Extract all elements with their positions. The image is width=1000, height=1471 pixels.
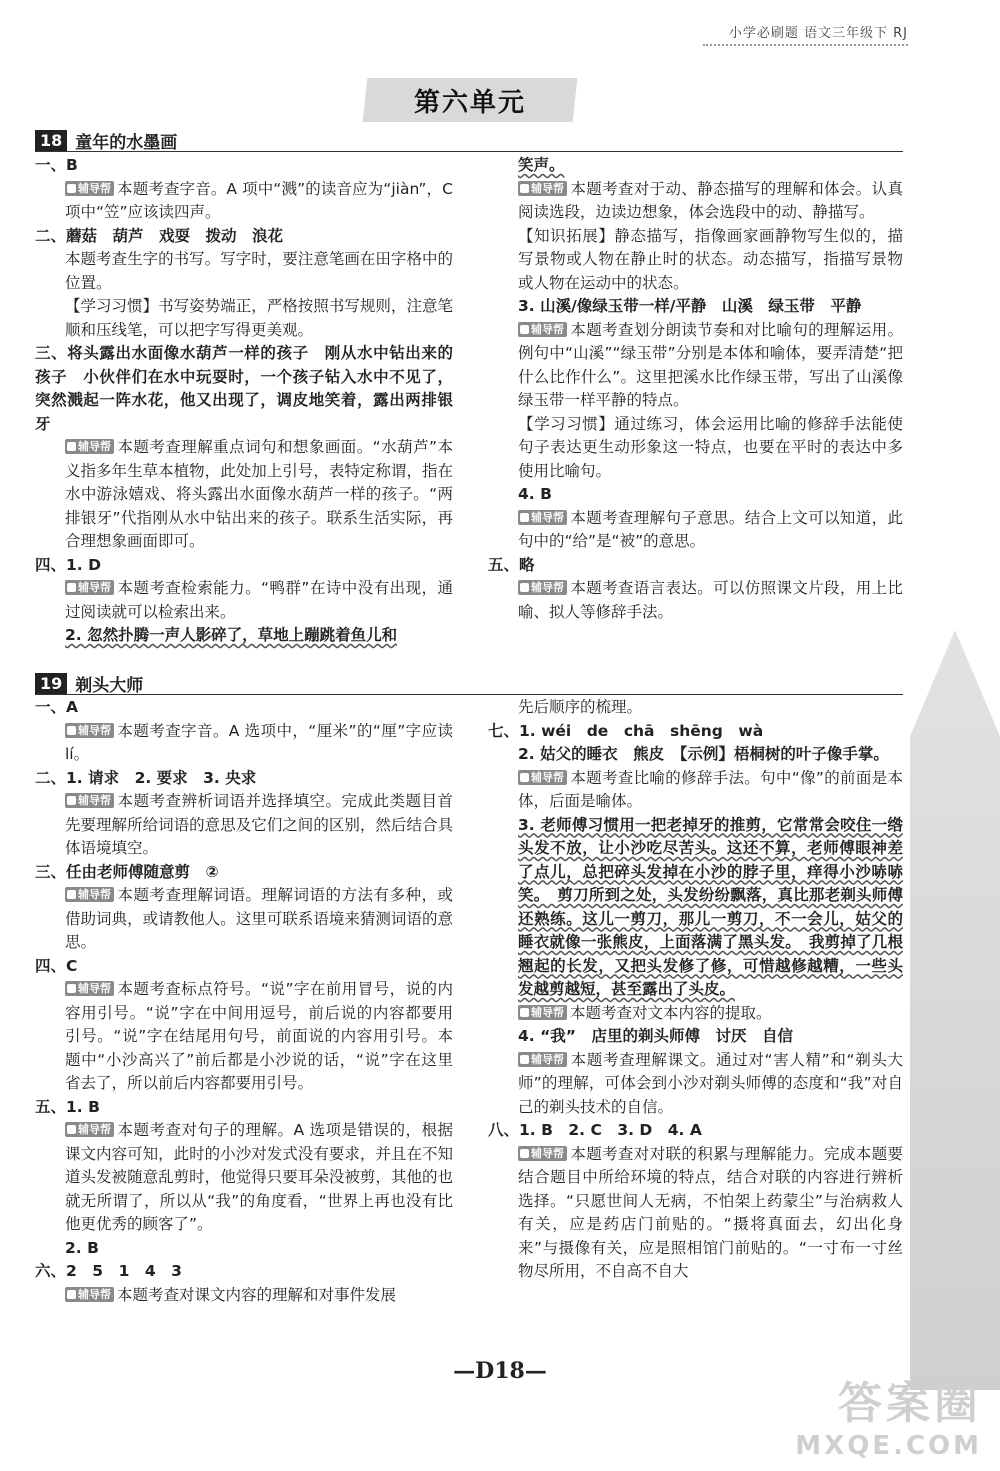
paragraph-text: 七、1. wéi de chā shēng wà — [488, 721, 764, 740]
explanation-paragraph — [488, 178, 903, 225]
book-icon — [67, 583, 76, 592]
paragraph-text: 二、蘑菇 葫芦 戏耍 拨动 浪花 — [35, 226, 284, 245]
tutor-tag-label: 辅导帮 — [78, 982, 111, 995]
answer-line — [35, 342, 453, 436]
section-title: 剃头大师 — [75, 675, 144, 696]
tutor-tag — [65, 981, 114, 996]
paragraph-text: 本题考查字音。A 选项中，“厘米”的“厘”字应读 lí。 — [65, 721, 453, 763]
paragraph-text: 本题考查生字的书写。写字时，要注意笔画在田字格中的位置。 — [65, 250, 453, 292]
answer-line — [35, 554, 453, 578]
book-icon — [67, 796, 76, 805]
explanation-paragraph — [488, 1049, 903, 1120]
paragraph-text: 2. B — [65, 1238, 99, 1257]
book-icon — [67, 1290, 76, 1299]
tutor-tag-label: 辅导帮 — [78, 794, 111, 807]
note-paragraph — [488, 696, 903, 720]
paragraph-text: 2. 忽然扑腾一声人影碎了，草地上蹦跳着鱼儿和 — [65, 626, 398, 644]
unit-title-banner — [363, 78, 578, 122]
answer-line — [35, 861, 453, 885]
paragraph-text: 五、1. B — [35, 1097, 100, 1116]
tutor-tag — [65, 1122, 114, 1137]
tutor-tag — [65, 439, 114, 454]
explanation-paragraph — [488, 319, 903, 413]
book-header: 小学必刷题 语文三年级下 RJ — [728, 26, 908, 41]
tutor-tag-label: 辅导帮 — [531, 770, 564, 784]
paragraph-text: 【知识拓展】静态描写，指像画家画静物写生似的，描写景物或人物在静止时的状态。动态描写，指描写景物或人物在运动中的状态。 — [518, 226, 903, 292]
book-icon — [520, 513, 529, 522]
answer-line — [35, 767, 453, 791]
section-18-header — [35, 127, 177, 153]
answer-line — [488, 1025, 903, 1049]
paragraph-text: 先后顺序的梳理。 — [518, 698, 643, 716]
tutor-tag — [518, 1005, 567, 1020]
section-number: 18 — [35, 130, 67, 151]
paragraph-text: 五、略 — [488, 555, 535, 574]
paragraph-text: 二、1. 请求 2. 要求 3. 央求 — [35, 768, 257, 787]
paragraph-text: 八、1. B 2. C 3. D 4. A — [488, 1121, 702, 1139]
paragraph-text: 本题考查字音。A 项中“溅”的读音应为“jiàn”，C 项中“笠”应该读四声。 — [65, 179, 453, 221]
paragraph-text: 2. 姑父的睡衣 熊皮 【示例】梧桐树的叶子像手掌。 — [518, 745, 889, 763]
tutor-tag — [65, 580, 114, 595]
section-divider — [35, 151, 903, 152]
note-paragraph — [488, 413, 903, 484]
book-icon — [520, 1008, 529, 1017]
tutor-tag — [518, 1146, 567, 1161]
paragraph-text: 本题考查理解词语。理解词语的方法有多种，或借助词典，或请教他人。这里可联系语境来猜测词语的意思。 — [65, 886, 453, 951]
answer-line — [35, 1096, 453, 1120]
answer-line — [35, 1237, 453, 1261]
tutor-tag — [518, 322, 567, 337]
paragraph-text: 三、任由老师傅随意剪 ② — [35, 862, 219, 881]
paragraph-text: 4. “我” 店里的剃头师傅 讨厌 自信 — [518, 1027, 793, 1045]
tutor-tag-label: 辅导帮 — [531, 1005, 564, 1019]
tutor-tag-label: 辅导帮 — [78, 1123, 111, 1136]
watermark — [795, 1367, 982, 1461]
book-icon — [520, 1149, 529, 1158]
paragraph-text: 三、将头露出水面像水葫芦一样的孩子 刚从水中钻出来的孩子 小伙伴们在水中玩耍时，一个孩子钻入水中不见了，突然溅起一阵水花，他又出现了，调皮地笑着，露出两排银牙 — [35, 344, 453, 433]
paragraph-text: 3. 山溪/像绿玉带一样/平静 山溪 绿玉带 平静 — [518, 297, 862, 315]
book-icon — [67, 726, 76, 735]
answer-line — [488, 743, 903, 767]
s19-right-column — [488, 696, 903, 1284]
paragraph-text: 四、C — [35, 956, 78, 975]
paragraph-text: 六、2 5 1 4 3 — [35, 1262, 182, 1280]
tutor-tag — [518, 1052, 567, 1067]
s18-left-column — [35, 154, 453, 648]
book-icon — [67, 890, 76, 899]
answer-line — [488, 1119, 903, 1143]
tutor-tag-label: 辅导帮 — [531, 581, 564, 594]
section-19-header — [35, 670, 143, 696]
book-icon — [520, 773, 529, 782]
answer-line — [488, 814, 903, 1002]
decorative-arrow-shape — [910, 630, 1000, 1390]
paragraph-text: 本题考查检索能力。“鸭群”在诗中没有出现，通过阅读就可以检索出来。 — [65, 579, 453, 621]
paragraph-text: 本题考查对句子的理解。A 选项是错误的，根据课文内容可知，此时的小沙对发式没有要求，并且在不知道头发被随意乱剪时，他觉得只要耳朵没被剪，其他的也就无所谓了，所以从“我”的角度看，“世界上再也没有比他更优秀的顾客了”。 — [65, 1121, 453, 1233]
note-paragraph — [35, 295, 453, 342]
explanation-paragraph — [488, 767, 903, 814]
answer-line — [35, 154, 453, 178]
paragraph-text: 本题考查理解课文。通过对“害人精”和“剃头大师”的理解，可体会到小沙对剃头师傅的态度和“我”对自己的剃头技术的自信。 — [518, 1050, 903, 1116]
book-icon — [67, 984, 76, 993]
tutor-tag-label: 辅导帮 — [78, 1287, 111, 1301]
answer-line — [488, 720, 903, 744]
tutor-tag — [518, 770, 567, 785]
answer-line — [488, 483, 903, 507]
explanation-paragraph — [35, 978, 453, 1096]
paragraph-text: 3. 老师傅习惯用一把老掉牙的推剪，它常常会咬住一绺头发不放，让小沙吃尽苦头。这还不算，老师傅眼神差了点儿，总把碎头发掉在小沙的脖子里，痒得小沙哧哧笑。 剪刀所到之处，头发纷纷飘落，真比那老剃头师傅还熟练。这儿一剪刀，那儿一剪刀，不一会儿，姑父的睡衣就像一张熊皮，上面落满了黑头发。 我剪掉了几根翘起的长发，又把头发修了修，可惜越修越糟，一些头发越剪越短，甚至露出了头皮。 — [518, 815, 903, 998]
paragraph-text: 笑声。 — [518, 156, 565, 174]
tutor-tag-label: 辅导帮 — [78, 440, 111, 453]
note-paragraph — [488, 225, 903, 296]
s18-right-column — [488, 154, 903, 624]
book-icon — [520, 184, 529, 193]
page-number: —D18— — [453, 1358, 547, 1384]
tutor-tag — [65, 181, 114, 196]
s19-left-column — [35, 696, 453, 1307]
book-icon — [520, 583, 529, 592]
paragraph-text: 一、B — [35, 156, 78, 174]
book-icon — [520, 325, 529, 334]
answer-line — [35, 225, 453, 249]
explanation-paragraph — [35, 436, 453, 554]
explanation-paragraph — [35, 790, 453, 861]
paragraph-text: 本题考查对于动、静态描写的理解和体会。认真阅读选段，边读边想象，体会选段中的动、静描写。 — [518, 179, 903, 221]
paragraph-text: 本题考查划分朗读节奏和对比喻句的理解运用。例句中“山溪”“绿玉带”分别是本体和喻体，要弄清楚“把什么比作什么”。这里把溪水比作绿玉带，写出了山溪像绿玉带一样平静的特点。 — [518, 320, 903, 409]
explanation-paragraph — [35, 720, 453, 767]
explanation-paragraph — [35, 1119, 453, 1237]
paragraph-text: 本题考查对文本内容的提取。 — [570, 1003, 772, 1022]
paragraph-text: 本题考查对对联的积累与理解能力。完成本题要结合题目中所给环境的特点，结合对联的内容进行辨析选择。“只愿世间人无病，不怕架上药蒙尘”与治病救人有关，应是药店门前贴的。“摄将真面去，幻出化身来”与摄像有关，应是照相馆门前贴的。“一寸布一寸丝物尽所用，不自高不自大 — [518, 1144, 903, 1280]
explanation-paragraph — [488, 1143, 903, 1284]
explanation-paragraph — [488, 507, 903, 554]
answer-line — [35, 1260, 453, 1284]
answer-line — [35, 696, 453, 720]
answer-line — [488, 154, 903, 178]
unit-title: 第六单元 — [413, 87, 526, 118]
paragraph-text: 本题考查理解句子意思。结合上文可以知道，此句中的“给”是“被”的意思。 — [518, 508, 903, 550]
tutor-tag-label: 辅导帮 — [531, 322, 564, 336]
paragraph-text: 本题考查理解重点词句和想象画面。“水葫芦”本义指多年生草本植物，此处加上引号，表特定称谓，指在水中游泳嬉戏、将头露出水面像水葫芦一样的孩子。“两排银牙”代指刚从水中钻出来的孩子。联系生活实际，再合理想象画面即可。 — [65, 438, 453, 550]
header-divider — [703, 44, 908, 46]
answer-line — [35, 955, 453, 979]
tutor-tag — [65, 887, 114, 902]
section-title: 童年的水墨画 — [75, 132, 178, 153]
tutor-tag-label: 辅导帮 — [531, 1052, 564, 1066]
explanation-paragraph — [488, 577, 903, 624]
section-number: 19 — [35, 673, 67, 694]
book-icon — [520, 1055, 529, 1064]
tutor-tag-label: 辅导帮 — [531, 1146, 564, 1160]
explanation-paragraph — [35, 178, 453, 225]
tutor-tag-label: 辅导帮 — [531, 181, 564, 195]
tutor-tag — [65, 1287, 114, 1302]
tutor-tag-label: 辅导帮 — [531, 510, 564, 524]
book-icon — [67, 442, 76, 451]
explanation-paragraph — [35, 1284, 453, 1308]
tutor-tag — [65, 723, 114, 738]
paragraph-text: 四、1. D — [35, 555, 101, 574]
tutor-tag — [518, 181, 567, 196]
answer-line — [488, 295, 903, 319]
explanation-paragraph — [35, 884, 453, 955]
paragraph-text: 本题考查比喻的修辞手法。句中“像”的前面是本体，后面是喻体。 — [518, 768, 903, 810]
section-divider — [35, 694, 903, 695]
tutor-tag-label: 辅导帮 — [78, 581, 111, 594]
tutor-tag — [518, 580, 567, 595]
tutor-tag-label: 辅导帮 — [78, 181, 111, 195]
tutor-tag — [518, 510, 567, 525]
paragraph-text: 【学习习惯】通过练习，体会运用比喻的修辞手法能使句子表达更生动形象这一特点，也要在平时的表达中多使用比喻句。 — [518, 414, 903, 480]
watermark-line-2: MXQE.COM — [795, 1431, 982, 1461]
explanation-paragraph — [35, 577, 453, 624]
paragraph-text: 【学习习惯】书写姿势端正，严格按照书写规则，注意笔顺和压线笔，可以把字写得更美观。 — [65, 297, 453, 339]
paragraph-text: 本题考查对课文内容的理解和对事件发展 — [117, 1285, 397, 1304]
answer-line — [35, 624, 453, 648]
tutor-tag-label: 辅导帮 — [78, 723, 111, 737]
answer-line — [488, 554, 903, 578]
explanation-paragraph — [488, 1002, 903, 1026]
paragraph-text: 本题考查标点符号。“说”字在前用冒号，说的内容用引号。“说”字在中间用逗号，前后说的内容都要用引号。“说”字在结尾用句号，前面说的内容用引号。本题中“小沙高兴了”前后都是小沙说的话，“说”字在这里省去了，所以前后内容都要用引号。 — [65, 980, 453, 1092]
paragraph-text: 本题考查语言表达。可以仿照课文片段，用上比喻、拟人等修辞手法。 — [518, 579, 903, 621]
book-icon — [67, 184, 76, 193]
paragraph-text: 一、A — [35, 698, 78, 716]
paragraph-text: 4. B — [518, 485, 552, 503]
tutor-tag-label: 辅导帮 — [78, 888, 111, 901]
note-paragraph — [35, 248, 453, 295]
paragraph-text: 本题考查辨析词语并选择填空。完成此类题目首先要理解所给词语的意思及它们之间的区别，然后结合具体语境填空。 — [65, 792, 453, 857]
tutor-tag — [65, 793, 114, 808]
watermark-line-1: 答案圈 — [838, 1378, 982, 1429]
book-icon — [67, 1125, 76, 1134]
